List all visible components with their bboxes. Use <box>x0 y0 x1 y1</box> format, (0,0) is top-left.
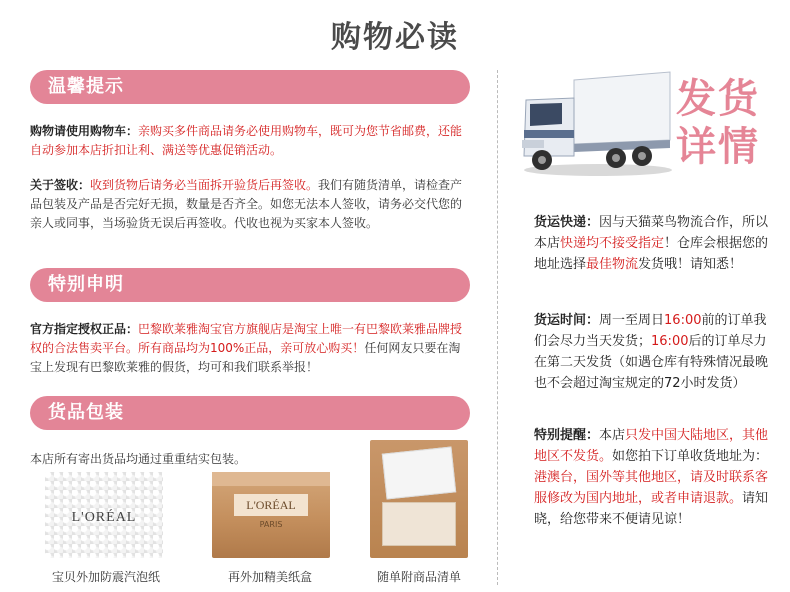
time-red-1: 16:00 <box>664 313 702 328</box>
section-bar-packaging <box>30 396 470 430</box>
time-text-1: 周一至周日 <box>599 313 665 328</box>
shipping-details-title <box>676 75 760 171</box>
note-text-3: 请知晓，给您带来不便请见谅！ <box>534 491 769 527</box>
cart-paragraph <box>30 122 470 160</box>
section-bar-statement <box>30 268 470 302</box>
express-text-1: 因与天猫菜鸟物流合作，所以本店 <box>534 215 769 251</box>
packaging-intro: 本店所有寄出货品均通过重重结实包装。 <box>30 452 247 466</box>
shipping-time-paragraph <box>534 310 772 394</box>
note-text-1: 本店 <box>599 428 626 443</box>
caption-paper-box: 再外加精美纸盒 <box>227 570 312 584</box>
time-text-2: 前的订单我们会尽力当天发货； <box>534 313 767 349</box>
delivery-truck-icon <box>518 70 674 180</box>
auth-label: 官方指定授权正品： <box>30 322 139 336</box>
page-title: 购物必读 <box>331 20 459 55</box>
auth-text: 巴黎欧莱雅淘宝官方旗舰店是淘宝上唯一有巴黎欧莱雅品牌授权的合法售卖平台。所有商品均为100%正品，亲可放心购买！ <box>30 322 463 355</box>
special-notice-paragraph <box>534 425 772 530</box>
time-label: 货运时间： <box>534 313 600 328</box>
sign-paragraph <box>30 176 470 233</box>
cart-text: 亲购买多件商品请务必使用购物车，既可为您节省邮费，还能自动参加本店折扣让利、满送等优惠促销活动。 <box>30 124 463 157</box>
auth-paragraph <box>30 320 470 377</box>
column-divider <box>497 70 498 585</box>
note-red-2: 港澳台，国外等其他地区，请及时联系客服修改为国内地址，或者申请退款。 <box>534 470 769 506</box>
express-paragraph <box>534 212 772 275</box>
bubble-brand-text: L'ORÉAL <box>71 510 137 525</box>
express-label: 货运快递： <box>534 215 600 230</box>
time-red-2: 16:00 <box>651 334 689 349</box>
section-title-statement: 特别申明 <box>48 274 124 295</box>
shipping-title-line1: 发货 <box>676 76 760 122</box>
sign-label: 关于签收： <box>30 178 91 192</box>
packing-list-paper <box>382 446 456 499</box>
box-inner-packaging <box>382 502 456 546</box>
section-title-packaging: 货品包装 <box>48 402 124 423</box>
packing-list-box-image <box>370 440 468 558</box>
note-red-1: 只发中国大陆地区，其他地区不发货。 <box>534 428 769 464</box>
shipping-title-line2: 详情 <box>676 124 760 170</box>
paper-box-image <box>212 472 330 558</box>
caption-bubble-wrap: 宝贝外加防震汽泡纸 <box>51 570 160 584</box>
cart-label: 购物请使用购物车： <box>30 124 139 138</box>
express-red-1: 快递均不接受指定 <box>560 236 665 251</box>
box-lid <box>212 472 330 486</box>
express-red-2: 最佳物流 <box>586 257 639 272</box>
auth-gray-text: 任何网友只要在淘宝上发现有巴黎欧莱雅的假货，均可和我们联系举报！ <box>30 341 461 374</box>
sign-red-text: 收到货物后请务必当面拆开验货后再签收。 <box>90 178 319 192</box>
time-text-3: 后的订单尽力在第二天发货（如遇仓库有特殊情况最晚也不会超过淘宝规定的72小时发货） <box>534 334 769 391</box>
sign-text: 我们有随货清单，请检查产品包装及产品是否完好无损，数量是否齐全。如您无法本人签收，请务必交代您的亲人或同事，当场验货无误后再签收。代收也视为买家本人签收。 <box>30 178 463 230</box>
section-bar-tips <box>30 70 470 104</box>
caption-packing-list: 随单附商品清单 <box>376 570 461 584</box>
bubble-wrap-image <box>45 472 163 558</box>
note-label: 特别提醒： <box>534 428 600 443</box>
express-text-2: ！仓库会根据您的地址选择 <box>534 236 769 272</box>
section-title-tips: 温馨提示 <box>48 76 124 97</box>
box-brand-sub: PARIS <box>259 520 283 529</box>
box-brand-text: L'ORÉAL <box>234 494 308 516</box>
express-text-3: 发货哦！请知悉！ <box>638 257 743 272</box>
note-text-2: 如您拍下订单收货地址为： <box>612 449 769 464</box>
